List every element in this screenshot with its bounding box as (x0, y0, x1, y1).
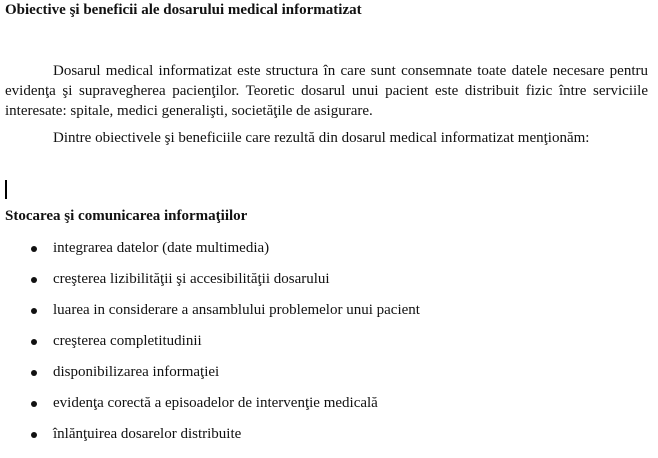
document-title: Obiective şi beneficii ale dosarului medical informatizat (5, 2, 362, 18)
bullet-icon (31, 339, 37, 345)
list-item-text: creşterea lizibilităţii şi accesibilităţii dosarului (53, 271, 330, 287)
paragraph-intro: Dosarul medical informatizat este structura în care sunt consemnate toate datele necesare pentru evidenţa şi supravegherea pacienţilor. Teoretic dosarul unui pacient este distribuit fizic între serviciile interesate: spitale, medici generalişti, societăţile de asigurare. (5, 63, 648, 119)
section-heading: Stocarea şi comunicarea informaţiilor (5, 208, 248, 224)
paragraph-objectives: Dintre obiectivele şi beneficiile care rezultă din dosarul medical informatizat menţionăm: (53, 130, 590, 146)
list-item-text: luarea in considerare a ansamblului problemelor unui pacient (53, 302, 420, 318)
bullet-icon (31, 308, 37, 314)
bullet-icon (31, 432, 37, 438)
bullet-icon (31, 277, 37, 283)
list-item-text: creşterea completitudinii (53, 333, 202, 349)
text-cursor (5, 180, 7, 199)
bullet-icon (31, 246, 37, 252)
bullet-icon (31, 370, 37, 376)
list-item-text: înlănţuirea dosarelor distribuite (53, 426, 242, 442)
list-item-text: evidenţa corectă a episoadelor de intervenţie medicală (53, 395, 378, 411)
bullet-icon (31, 401, 37, 407)
list-item-text: disponibilizarea informaţiei (53, 364, 220, 380)
list-item-text: integrarea datelor (date multimedia) (53, 240, 270, 256)
